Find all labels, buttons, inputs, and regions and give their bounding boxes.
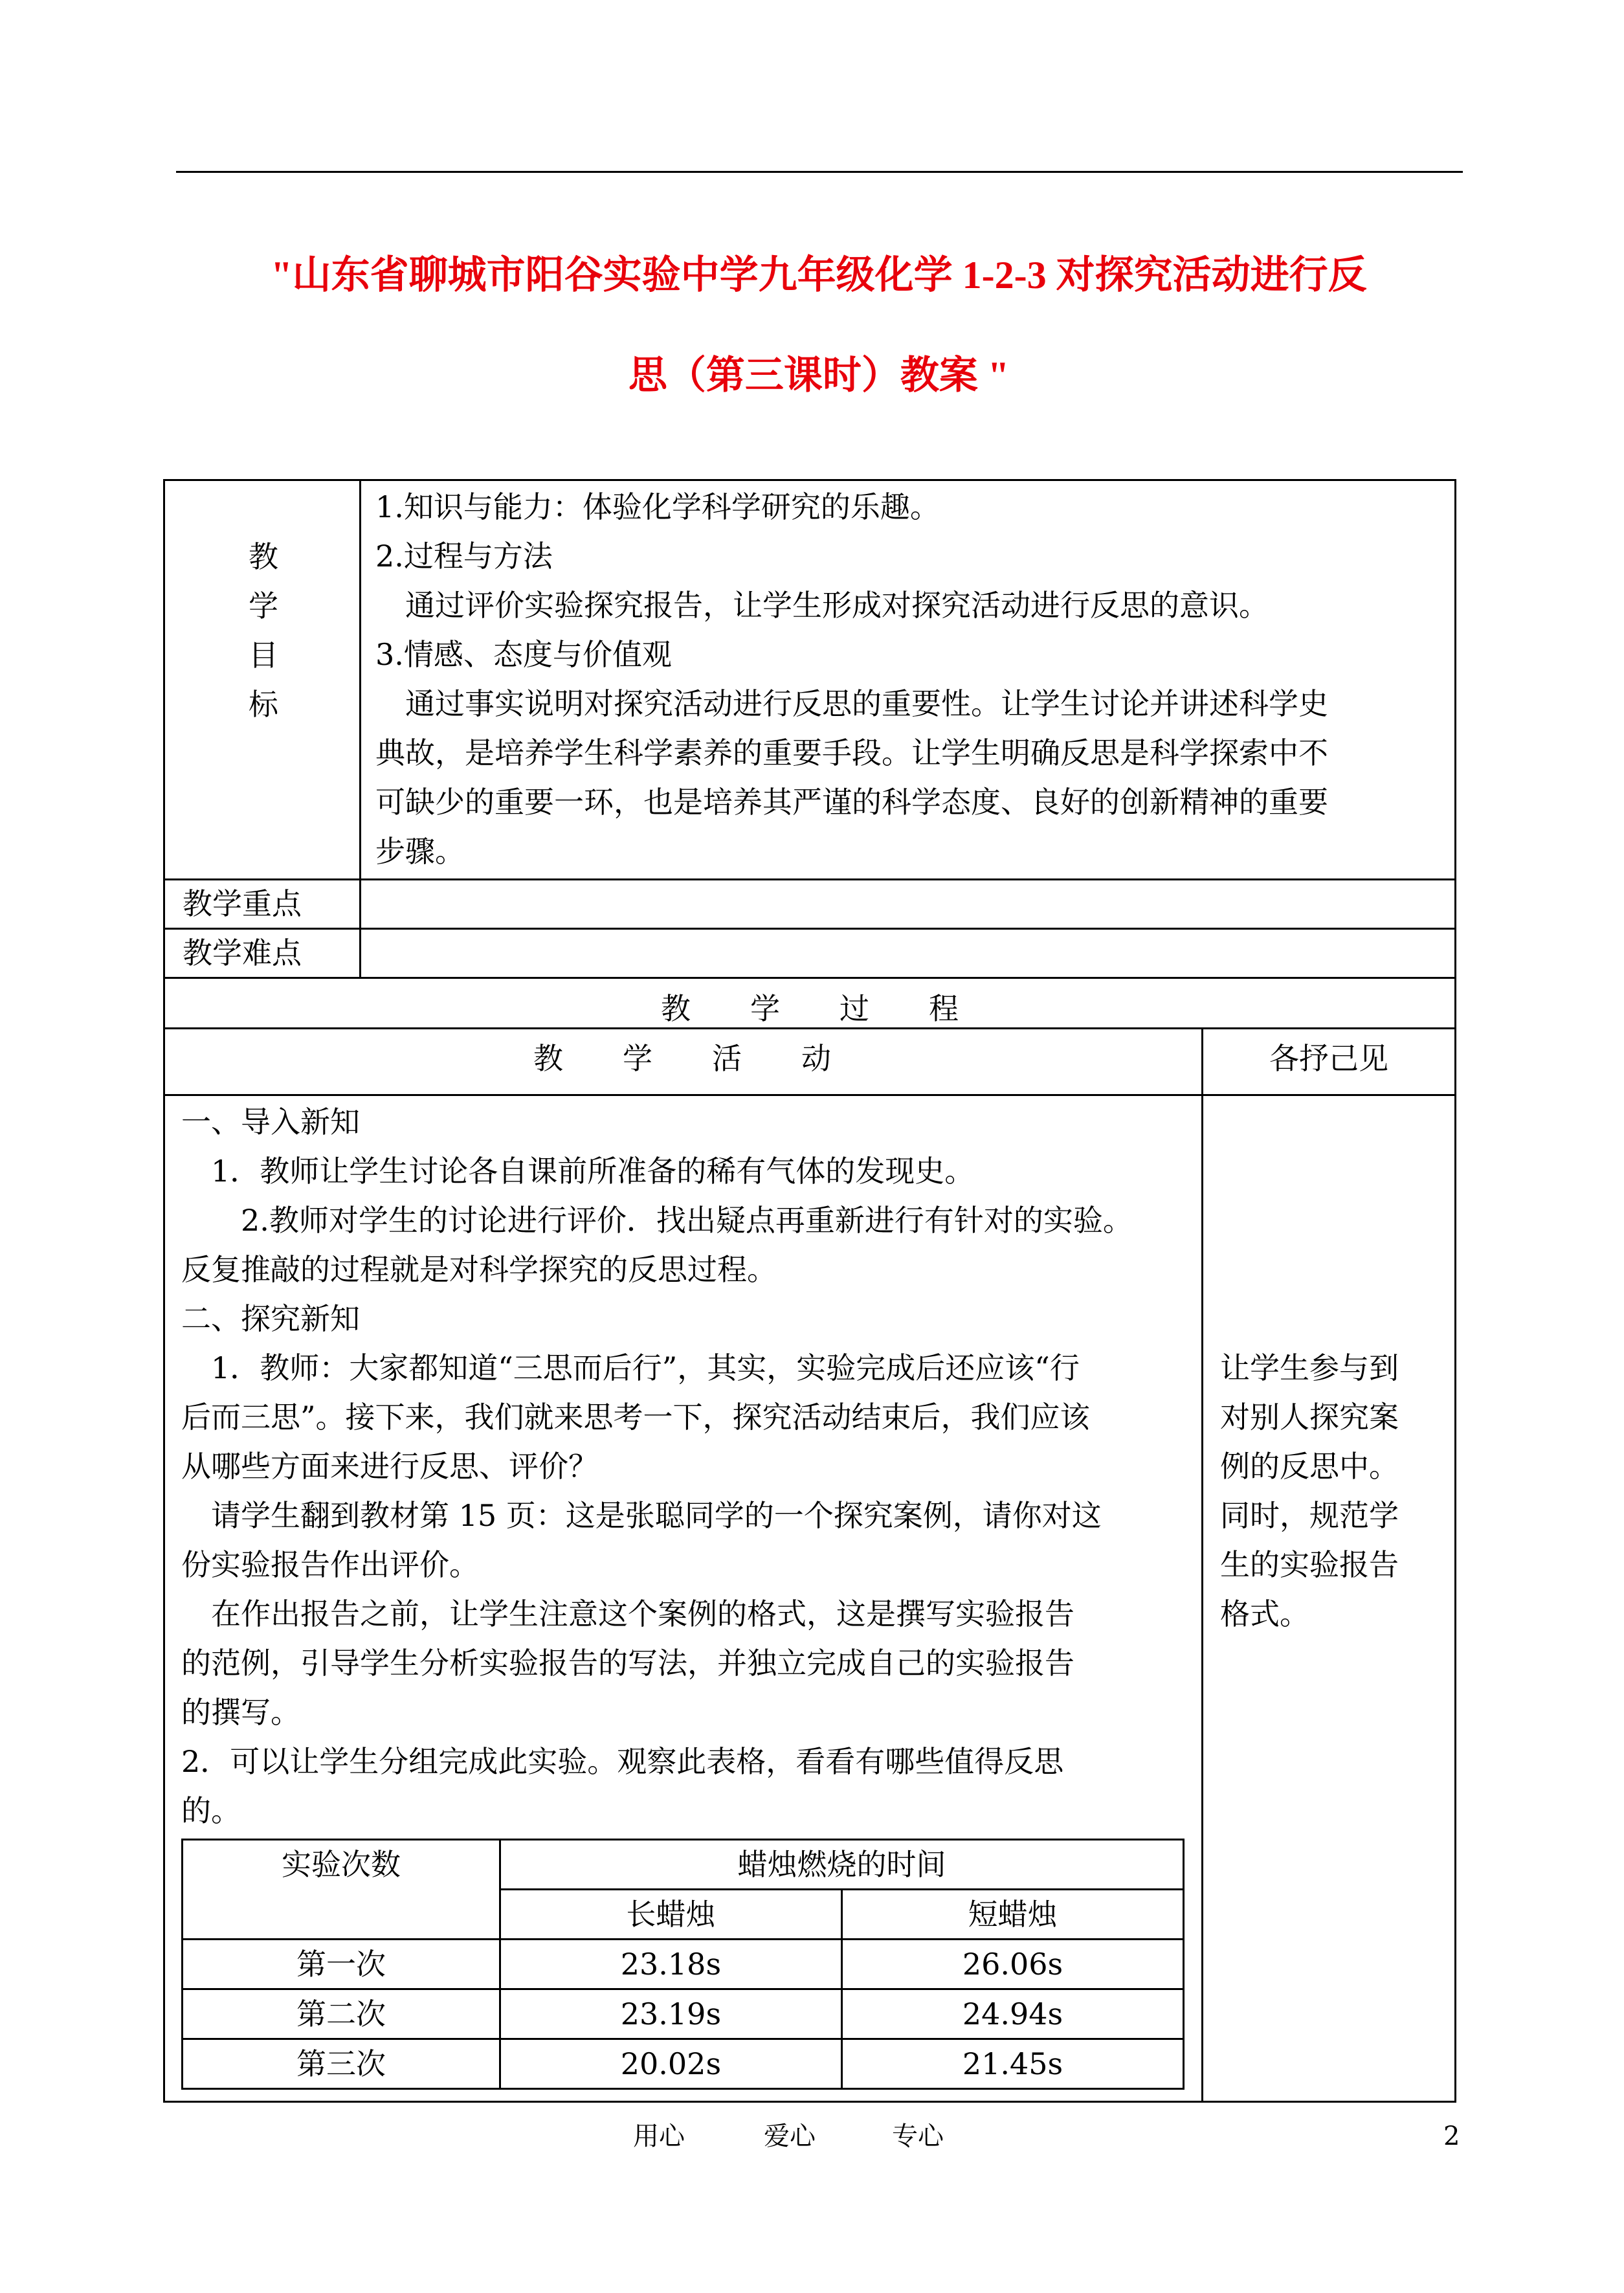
body-line: 2.教师对学生的讨论进行评价．找出疑点再重新进行有针对的实验。 — [181, 1203, 1133, 1238]
trial-column-header: 实验次数 — [183, 1840, 500, 1940]
long-candle-cell: 23.19s — [500, 1989, 841, 2039]
body-line: 一、导入新知 — [181, 1104, 360, 1139]
objective-line: 步骤。 — [375, 834, 465, 869]
long-candle-cell: 20.02s — [500, 2039, 841, 2089]
side-note-line: 让学生参与到 — [1220, 1350, 1399, 1385]
short-candle-cell: 26.06s — [841, 1940, 1183, 1989]
body-line: 2．可以让学生分组完成此实验。观察此表格，看看有哪些值得反思 — [181, 1744, 1064, 1779]
body-line: 份实验报告作出评价。 — [181, 1547, 479, 1582]
side-note-line: 格式。 — [1220, 1596, 1309, 1631]
table-row — [183, 2039, 1184, 2089]
body-line: 在作出报告之前，让学生注意这个案例的格式，这是撰写实验报告 — [181, 1596, 1074, 1631]
side-note-line: 生的实验报告 — [1220, 1547, 1399, 1582]
body-line: 请学生翻到教材第 15 页：这是张聪同学的一个探究案例，请你对这 — [181, 1498, 1102, 1533]
objectives-label-char: 教 — [249, 539, 278, 574]
difficulty-label: 教学难点 — [183, 935, 302, 970]
body-line: 的范例，引导学生分析实验报告的写法，并独立完成自己的实验报告 — [181, 1646, 1074, 1681]
experiment-table — [181, 1839, 1185, 2090]
short-candle-header: 短蜡烛 — [841, 1890, 1183, 1940]
body-line: 的。 — [181, 1793, 241, 1828]
side-note-line: 对别人探究案 — [1220, 1400, 1399, 1435]
row-divider — [163, 878, 1456, 880]
long-candle-cell: 23.18s — [500, 1940, 841, 1989]
short-candle-cell: 21.45s — [841, 2039, 1183, 2089]
side-note-line: 同时，规范学 — [1220, 1498, 1399, 1533]
objective-line: 可缺少的重要一环，也是培养其严谨的科学态度、良好的创新精神的重要 — [375, 785, 1328, 820]
activities-header: 教 学 活 动 — [533, 1041, 831, 1076]
header-rule — [176, 171, 1463, 173]
footer-slogan: 专心 — [892, 2121, 944, 2151]
objective-line: 典故，是培养学生科学素养的重要手段。让学生明确反思是科学探索中不 — [375, 735, 1328, 770]
trial-cell: 第三次 — [183, 2039, 500, 2089]
side-note-line: 例的反思中。 — [1220, 1449, 1399, 1484]
body-line: 后而三思”。接下来，我们就来思考一下，探究活动结束后，我们应该 — [181, 1400, 1090, 1435]
objective-line: 2.过程与方法 — [375, 539, 553, 574]
body-line: 从哪些方面来进行反思、评价？ — [181, 1449, 598, 1484]
body-line: 1．教师：大家都知道“三思而后行”，其实，实验完成后还应该“行 — [181, 1350, 1080, 1385]
objectives-label-char: 标 — [249, 687, 278, 722]
objective-line: 3.情感、态度与价值观 — [375, 637, 672, 672]
document-title-line-1: "山东省聊城市阳谷实验中学九年级化学 1-2-3 对探究活动进行反 — [271, 254, 1367, 296]
objective-line: 通过事实说明对探究活动进行反思的重要性。让学生讨论并讲述科学史 — [375, 686, 1328, 721]
objectives-divider — [359, 479, 361, 979]
short-candle-cell: 24.94s — [841, 1989, 1183, 2039]
footer-slogan: 爱心 — [764, 2121, 816, 2151]
table-row — [183, 1940, 1184, 1989]
key-point-label: 教学重点 — [183, 886, 302, 921]
document-title-line-2: 思（第三课时）教案 " — [628, 354, 1010, 397]
row-divider — [163, 928, 1456, 930]
objective-line: 1.知识与能力：体验化学科学研究的乐趣。 — [375, 489, 940, 524]
process-header: 教 学 过 程 — [661, 991, 959, 1026]
row-divider — [163, 1027, 1456, 1029]
objectives-label-char: 学 — [249, 588, 278, 623]
long-candle-header: 长蜡烛 — [500, 1890, 841, 1940]
opinion-header: 各抒己见 — [1269, 1041, 1388, 1076]
activities-opinion-divider — [1201, 1027, 1203, 2102]
page-number: 2 — [1443, 2121, 1460, 2151]
table-row — [183, 1989, 1184, 2039]
body-line: 1．教师让学生讨论各自课前所准备的稀有气体的发现史。 — [181, 1154, 975, 1189]
body-line: 反复推敲的过程就是对科学探究的反思过程。 — [181, 1252, 777, 1287]
row-divider — [163, 977, 1456, 979]
footer-slogan: 用心 — [633, 2121, 685, 2151]
objectives-label-char: 目 — [249, 638, 278, 673]
trial-cell: 第二次 — [183, 1989, 500, 2039]
trial-cell: 第一次 — [183, 1940, 500, 1989]
body-line: 的撰写。 — [181, 1695, 300, 1730]
burn-time-header: 蜡烛燃烧的时间 — [500, 1840, 1183, 1890]
body-line: 二、探究新知 — [181, 1301, 360, 1336]
objective-line: 通过评价实验探究报告，让学生形成对探究活动进行反思的意识。 — [375, 588, 1269, 623]
row-divider — [163, 1094, 1456, 1096]
